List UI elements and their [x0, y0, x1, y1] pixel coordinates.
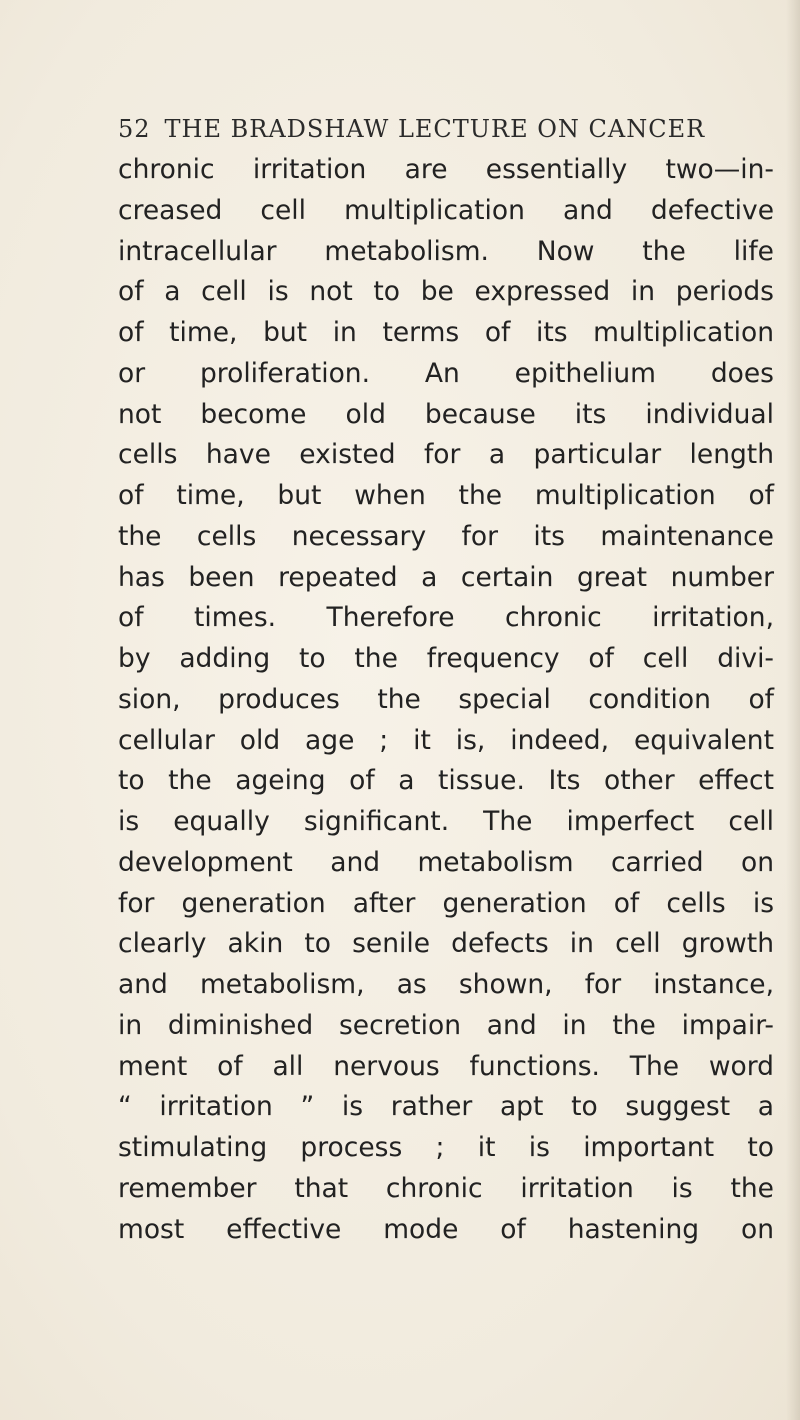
running-title: THE BRADSHAW LECTURE ON CANCER — [164, 115, 706, 143]
text-line: and metabolism, as shown, for instance, — [118, 969, 774, 1000]
text-line: remember that chronic irritation is the — [118, 1172, 774, 1204]
running-header — [118, 115, 758, 143]
text-line: chronic irritation are essentially two—in- — [118, 154, 774, 185]
text-line: of time, but in terms of its multiplication — [118, 317, 774, 348]
text-line: of a cell is not to be expressed in periods — [118, 276, 774, 308]
text-line: to the ageing of a tissue. Its other effect — [118, 765, 774, 797]
text-line: ment of all nervous functions. The word — [118, 1050, 774, 1082]
page-number: 52 — [118, 115, 151, 143]
text-line: in diminished secretion and in the impair- — [118, 1009, 774, 1041]
text-line: sion, produces the special condition of — [118, 683, 774, 715]
text-line: for generation after generation of cells is — [118, 887, 774, 919]
text-line: intracellular metabolism. Now the life — [118, 235, 774, 267]
text-line: the cells necessary for its maintenance — [118, 520, 774, 552]
text-line: clearly akin to senile defects in cell growth — [118, 928, 774, 960]
page-edge-shadow — [786, 0, 800, 1420]
text-line: or proliferation. An epithelium does — [118, 357, 774, 389]
text-line: cells have existed for a particular length — [118, 439, 774, 471]
text-line: “ irritation ” is rather apt to suggest a — [118, 1091, 774, 1123]
text-line: stimulating process ; it is important to — [118, 1132, 774, 1163]
text-line: most effective mode of hastening on — [118, 1213, 774, 1245]
text-line: not become old because its individual — [118, 398, 774, 430]
text-line: development and metabolism carried on — [118, 846, 774, 878]
text-line: creased cell multiplication and defective — [118, 194, 774, 226]
text-line: by adding to the frequency of cell divi- — [118, 643, 774, 674]
text-line: has been repeated a certain great number — [118, 561, 774, 593]
body-text — [118, 150, 774, 1250]
text-line: of times. Therefore chronic irritation, — [118, 602, 774, 634]
text-line: cellular old age ; it is, indeed, equivalent — [118, 724, 774, 756]
text-line: is equally significant. The imperfect cell — [118, 806, 774, 837]
text-line: of time, but when the multiplication of — [118, 480, 774, 511]
